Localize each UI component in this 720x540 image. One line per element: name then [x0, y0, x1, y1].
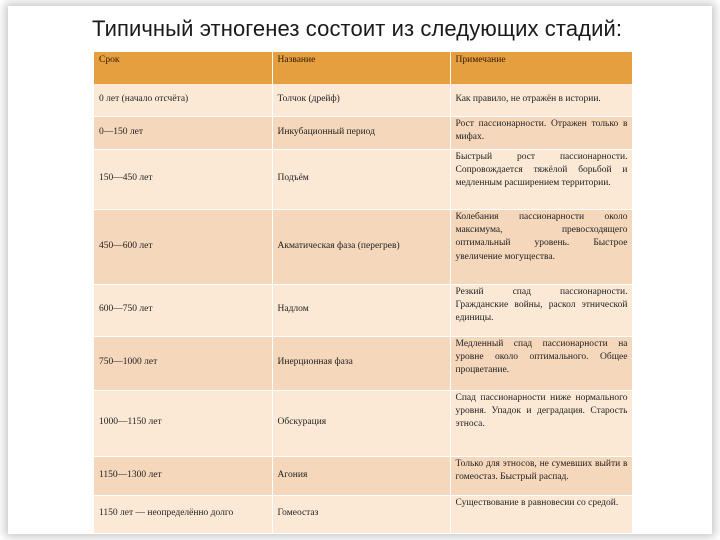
cell-note: Спад пассионарности ниже нормального уровня. Упадок и деградация. Старость этноса. [450, 390, 632, 456]
cell-name: Гомеостаз [272, 495, 450, 533]
cell-note: Резкий спад пассионарности. Гражданские войны, раскол этнической единицы. [450, 284, 632, 336]
table-row [94, 209, 632, 284]
table-row [94, 84, 632, 116]
stages-table [94, 52, 633, 534]
cell-note: Существование в равновесии со средой. [450, 495, 632, 533]
cell-note: Быстрый рост пассионарности. Сопровождается тяжёлой борьбой и медленным расширением территории. [450, 149, 632, 209]
cell-name: Инкубационный период [272, 116, 450, 149]
cell-note: Медленный спад пассионарности на уровне около оптимального. Общее процветание. [450, 336, 632, 390]
header-name: Название [272, 52, 450, 84]
cell-period: 450—600 лет [94, 209, 272, 284]
cell-period: 600—750 лет [94, 284, 272, 336]
cell-period: 750—1000 лет [94, 336, 272, 390]
cell-period: 0 лет (начало отсчёта) [94, 84, 272, 116]
cell-name: Подъём [272, 149, 450, 209]
table-row [94, 116, 632, 149]
cell-name: Инерционная фаза [272, 336, 450, 390]
cell-name: Надлом [272, 284, 450, 336]
cell-period: 150—450 лет [94, 149, 272, 209]
cell-period: 0—150 лет [94, 116, 272, 149]
cell-period: 1000—1150 лет [94, 390, 272, 456]
cell-note: Рост пассионарности. Отражен только в мифах. [450, 116, 632, 149]
cell-period: 1150—1300 лет [94, 456, 272, 495]
cell-note: Как правило, не отражён в истории. [450, 84, 632, 116]
table-row [94, 284, 632, 336]
table-header-row [94, 52, 632, 84]
header-period: Срок [94, 52, 272, 84]
cell-name: Агония [272, 456, 450, 495]
slide-title: Типичный этногенез состоит из следующих стадий: [92, 16, 623, 41]
cell-note: Колебания пассионарности около максимума, превосходящего оптимальный уровень. Быстрое увеличение могущества. [450, 209, 632, 284]
cell-note: Только для этносов, не сумевших выйти в гомеостаз. Быстрый распад. [450, 456, 632, 495]
table-row [94, 149, 632, 209]
header-note: Примечание [450, 52, 632, 84]
cell-name: Обскурация [272, 390, 450, 456]
cell-name: Толчок (дрейф) [272, 84, 450, 116]
table-row [94, 390, 632, 456]
cell-period: 1150 лет — неопределённо долго [94, 495, 272, 533]
table-row [94, 495, 632, 533]
table-row [94, 456, 632, 495]
cell-name: Акматическая фаза (перегрев) [272, 209, 450, 284]
table-row [94, 336, 632, 390]
